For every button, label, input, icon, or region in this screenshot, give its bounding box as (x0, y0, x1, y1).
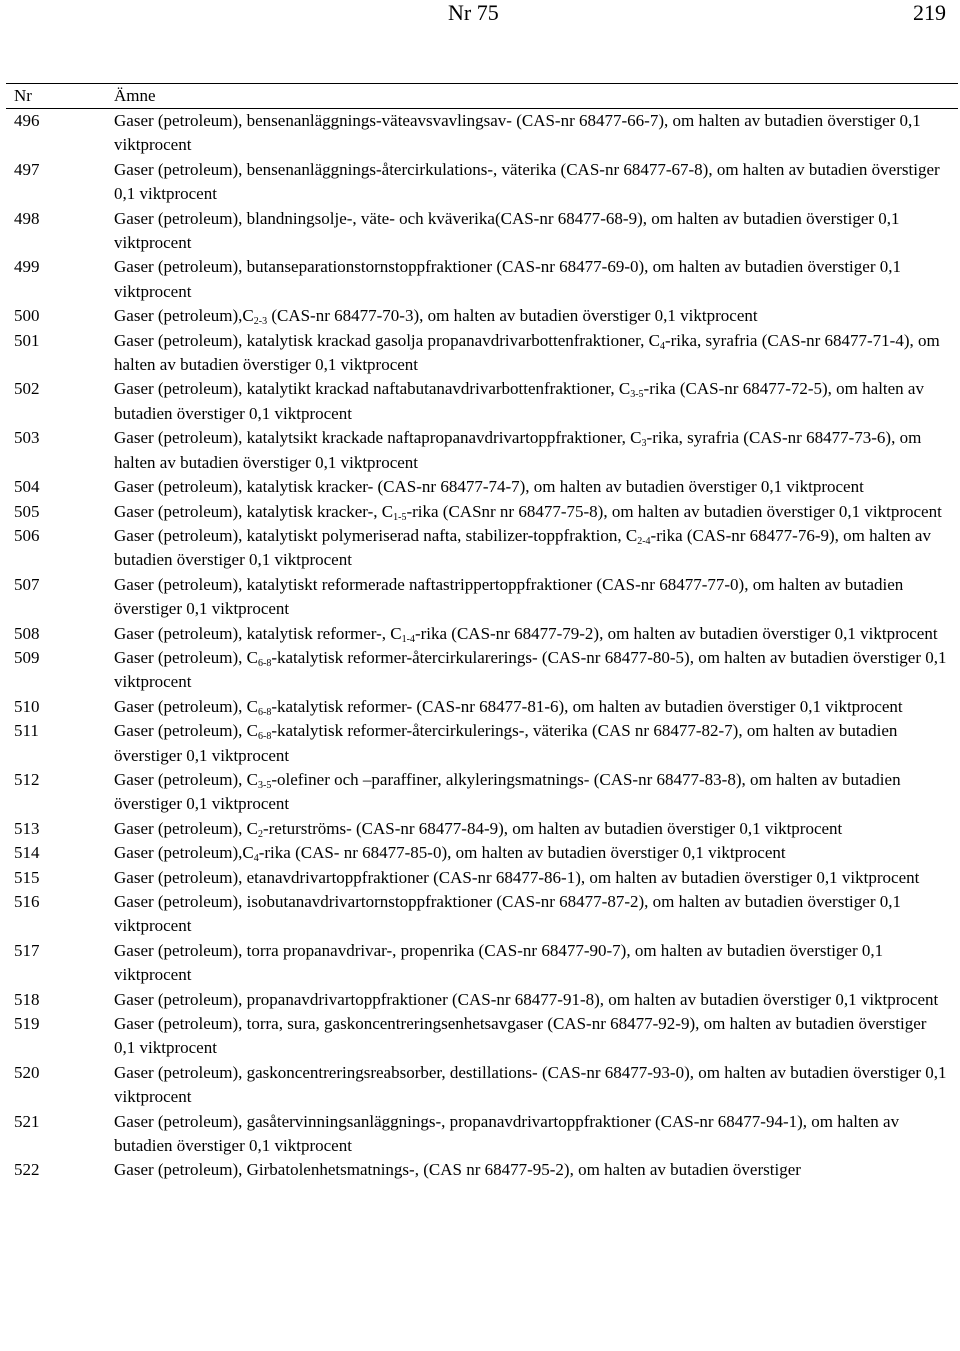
journal-number: Nr 75 (448, 0, 499, 25)
subject-text: -rika (CAS-nr 68477-79-2), om halten av butadien överstiger 0,1 viktprocent (414, 623, 938, 643)
chemical-subscript: 3-5 (257, 779, 272, 791)
table-row (6, 817, 958, 841)
row-subject (114, 475, 949, 499)
chemical-subscript: 1-4 (401, 633, 415, 645)
row-subject (114, 377, 949, 426)
row-subject (114, 939, 949, 988)
subject-text: Gaser (petroleum), katalytsikt krackade naftapropanavdrivartoppfraktioner, C (114, 428, 642, 448)
row-number: 497 (14, 159, 40, 179)
page-header (0, 0, 960, 30)
substance-table (6, 83, 958, 1183)
table-row (6, 109, 958, 158)
table-row (6, 939, 958, 988)
table-header-row (6, 83, 958, 109)
subject-text: Gaser (petroleum), gasåtervinningsanläggnings-, propanavdrivartoppfraktioner (CAS-nr 68477-94-1), om halten av butadien överstiger 0,1 viktprocent (114, 1111, 900, 1156)
row-subject (114, 890, 949, 939)
subject-text: -rika (CASnr nr 68477-75-8), om halten av butadien överstiger 0,1 viktprocent (406, 501, 942, 521)
subject-text: -olefiner och –paraffiner, alkyleringsmatnings- (CAS-nr 68477-83-8), om halten av butadien överstiger 0,1 viktprocent (114, 769, 901, 814)
subject-text: -returströms- (CAS-nr 68477-84-9), om halten av butadien överstiger 0,1 viktprocent (262, 818, 843, 838)
subject-text: Gaser (petroleum), gaskoncentreringsreabsorber, destillations- (CAS-nr 68477-93-0), om halten av butadien överstiger 0,1 viktprocent (114, 1062, 947, 1107)
subject-text: -rika (CAS-nr 68477-76-9), om halten av butadien överstiger 0,1 viktprocent (114, 525, 931, 570)
subject-text: Gaser (petroleum),C (114, 843, 254, 863)
table-row (6, 158, 958, 207)
table-row (6, 890, 958, 939)
subject-text: Gaser (petroleum), bensenanläggnings-återcirkulations-, väterika (CAS-nr 68477-67-8), om halten av butadien överstiger 0,1 viktprocent (114, 159, 940, 204)
row-subject (114, 841, 949, 865)
row-subject (114, 646, 949, 695)
chemical-subscript: 4 (253, 853, 259, 865)
subject-text: Gaser (petroleum), katalytiskt reformerade naftastrippertoppfraktioner (CAS-nr 68477-77-0), om halten av butadien överstiger 0,1 viktprocent (114, 574, 904, 619)
row-number: 508 (14, 623, 40, 643)
row-subject (114, 1110, 949, 1159)
chemical-subscript: 2-3 (253, 316, 268, 328)
chemical-subscript: 6-8 (257, 731, 272, 743)
row-subject (114, 524, 949, 573)
row-number: 520 (14, 1062, 40, 1082)
row-subject (114, 109, 949, 158)
subject-text: -katalytisk reformer-återcirkulerings-, väterika (CAS nr 68477-82-7), om halten av butadien överstiger 0,1 viktprocent (114, 721, 898, 765)
row-number: 515 (14, 867, 40, 887)
row-subject (114, 622, 949, 646)
table-row (6, 622, 958, 646)
table-row (6, 377, 958, 426)
row-number: 498 (14, 208, 40, 228)
row-subject (114, 573, 949, 622)
row-number: 510 (14, 696, 40, 716)
row-number: 502 (14, 379, 40, 399)
row-number: 512 (14, 769, 40, 789)
page-number: 219 (913, 0, 946, 25)
subject-text: -rika (CAS- nr 68477-85-0), om halten av butadien överstiger 0,1 viktprocent (258, 843, 786, 863)
table-row (6, 207, 958, 256)
row-number: 517 (14, 940, 40, 960)
column-header-subject: Ämne (114, 86, 156, 105)
row-subject (114, 719, 949, 768)
table-row (6, 304, 958, 328)
table-row (6, 500, 958, 524)
subject-text: Gaser (petroleum), C (114, 647, 258, 667)
chemical-subscript: 3 (641, 438, 647, 450)
subject-text: Gaser (petroleum), torra propanavdrivar-, propenrika (CAS-nr 68477-90-7), om halten av butadien överstiger 0,1 viktprocent (114, 940, 884, 985)
subject-text: Gaser (petroleum), katalytisk kracker- (CAS-nr 68477-74-7), om halten av butadien överstiger 0,1 viktprocent (114, 477, 864, 497)
row-number: 501 (14, 330, 40, 350)
row-subject (114, 1158, 949, 1182)
row-number: 516 (14, 892, 40, 911)
subject-text: Gaser (petroleum), Girbatolenhetsmatnings-, (CAS nr 68477-95-2), om halten av butadien överstiger (114, 1160, 801, 1180)
table-row (6, 695, 958, 719)
chemical-subscript: 2 (257, 828, 263, 840)
subject-text: Gaser (petroleum), C (114, 721, 258, 741)
row-number: 500 (14, 306, 40, 326)
row-subject (114, 1061, 949, 1110)
subject-text: Gaser (petroleum), C (114, 696, 258, 716)
row-subject (114, 768, 949, 817)
row-number: 514 (14, 843, 40, 863)
row-subject (114, 426, 949, 475)
subject-text: -rika, syrafria (CAS-nr 68477-73-6), om halten av butadien överstiger 0,1 viktprocent (114, 428, 922, 472)
chemical-subscript: 1-5 (393, 511, 407, 523)
table-row (6, 475, 958, 499)
subject-text: Gaser (petroleum), katalytisk reformer-, C (114, 623, 402, 643)
subject-text: Gaser (petroleum), katalytisk kracker-, C (114, 501, 394, 521)
table-row (6, 1158, 958, 1182)
subject-text: -katalytisk reformer- (CAS-nr 68477-81-6), om halten av butadien överstiger 0,1 viktprocent (271, 696, 903, 716)
row-number: 521 (14, 1111, 40, 1131)
subject-text: -rika, syrafria (CAS-nr 68477-71-4), om halten av butadien överstiger 0,1 viktprocent (114, 330, 940, 375)
chemical-subscript: 6-8 (257, 657, 272, 669)
chemical-subscript: 2-4 (637, 535, 651, 547)
subject-text: Gaser (petroleum), isobutanavdrivartornstoppfraktioner (CAS-nr 68477-87-2), om halten av butadien överstiger 0,1 viktprocent (114, 892, 901, 936)
subject-text: -katalytisk reformer-återcirkularerings- (CAS-nr 68477-80-5), om halten av butadien överstiger 0,1 viktprocent (114, 647, 947, 692)
table-row (6, 768, 958, 817)
subject-text: Gaser (petroleum), katalytiskt polymeriserad nafta, stabilizer-toppfraktion, C (114, 525, 638, 545)
table-row (6, 1012, 958, 1061)
row-number: 503 (14, 428, 40, 448)
row-subject (114, 988, 949, 1012)
row-number: 496 (14, 111, 40, 130)
row-number: 505 (14, 501, 40, 521)
chemical-subscript: 4 (659, 340, 665, 352)
subject-text: Gaser (petroleum),C (114, 306, 254, 326)
table-body (6, 109, 958, 1183)
table-row (6, 719, 958, 768)
subject-text: Gaser (petroleum), butanseparationstornstoppfraktioner (CAS-nr 68477-69-0), om halten av butadien överstiger 0,1 viktprocent (114, 257, 901, 301)
subject-text: Gaser (petroleum), C (114, 818, 258, 838)
subject-text: (CAS-nr 68477-70-3), om halten av butadien överstiger 0,1 viktprocent (267, 306, 758, 326)
table-row (6, 1110, 958, 1159)
row-subject (114, 817, 949, 841)
table-row (6, 988, 958, 1012)
row-subject (114, 329, 949, 378)
table-row (6, 866, 958, 890)
row-number: 504 (14, 477, 40, 497)
row-number: 506 (14, 525, 40, 545)
subject-text: Gaser (petroleum), torra, sura, gaskoncentreringsenhetsavgaser (CAS-nr 68477-92-9), om halten av butadien överstiger 0,1 viktprocent (114, 1014, 927, 1058)
row-number: 513 (14, 818, 40, 838)
row-number: 511 (14, 721, 39, 741)
row-number: 507 (14, 574, 40, 594)
subject-text: Gaser (petroleum), propanavdrivartoppfraktioner (CAS-nr 68477-91-8), om halten av butadien överstiger 0,1 viktprocent (114, 989, 939, 1009)
table-row (6, 255, 958, 304)
subject-text: Gaser (petroleum), katalytisk krackad gasolja propanavdrivarbottenfraktioner, C (114, 330, 660, 350)
row-number: 522 (14, 1160, 40, 1180)
row-subject (114, 158, 949, 207)
row-number: 499 (14, 257, 40, 277)
row-subject (114, 695, 949, 719)
row-subject (114, 1012, 949, 1061)
table-row (6, 1061, 958, 1110)
table-row (6, 646, 958, 695)
row-number: 518 (14, 989, 40, 1009)
row-subject (114, 304, 949, 328)
subject-text: Gaser (petroleum), bensenanläggnings-väteavsvavlingsav- (CAS-nr 68477-66-7), om halten av butadien överstiger 0,1 viktprocent (114, 111, 921, 155)
subject-text: Gaser (petroleum), blandningsolje-, väte- och kväverika(CAS-nr 68477-68-9), om halten av butadien överstiger 0,1 viktprocent (114, 208, 900, 253)
row-subject (114, 207, 949, 256)
subject-text: -rika (CAS-nr 68477-72-5), om halten av butadien överstiger 0,1 viktprocent (114, 379, 924, 423)
column-header-nr: Nr (14, 86, 32, 105)
row-number: 509 (14, 647, 40, 667)
table-row (6, 841, 958, 865)
row-subject (114, 866, 949, 890)
row-subject (114, 500, 949, 524)
row-subject (114, 255, 949, 304)
table-row (6, 573, 958, 622)
chemical-subscript: 6-8 (257, 706, 272, 718)
subject-text: Gaser (petroleum), katalytikt krackad naftabutanavdrivarbottenfraktioner, C (114, 379, 631, 399)
subject-text: Gaser (petroleum), etanavdrivartoppfraktioner (CAS-nr 68477-86-1), om halten av butadien överstiger 0,1 viktprocent (114, 867, 920, 887)
table-row (6, 524, 958, 573)
row-number: 519 (14, 1014, 40, 1034)
subject-text: Gaser (petroleum), C (114, 769, 258, 789)
chemical-subscript: 3-5 (630, 389, 644, 401)
table-row (6, 329, 958, 378)
table-row (6, 426, 958, 475)
